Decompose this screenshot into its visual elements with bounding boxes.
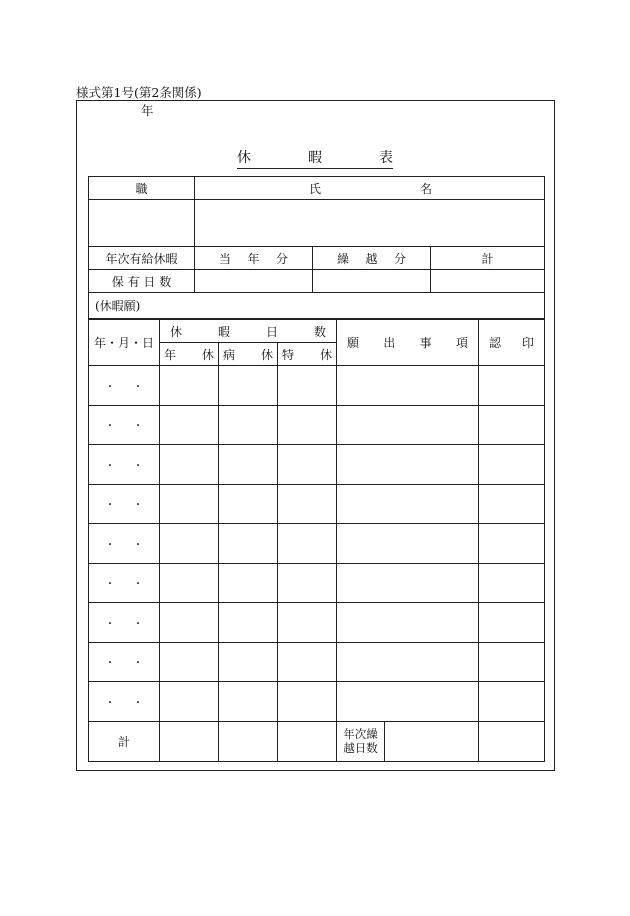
- title-char: 暇: [308, 150, 322, 166]
- sick-leave-cell[interactable]: [219, 563, 278, 603]
- table-row: [89, 405, 545, 445]
- special-leave-cell[interactable]: [278, 524, 337, 564]
- request-items-header: [337, 320, 479, 366]
- date-dot: ・: [105, 618, 115, 630]
- sick-leave-header: [219, 343, 278, 366]
- sick-leave-cell[interactable]: [219, 642, 278, 682]
- date-cell[interactable]: [89, 405, 160, 445]
- date-cell[interactable]: [89, 682, 160, 722]
- total-field[interactable]: [431, 270, 545, 293]
- year-label: 年: [141, 103, 154, 118]
- table-row: [89, 445, 545, 485]
- date-dot: ・: [105, 460, 115, 472]
- annual-leave-label: 年次有給休暇: [89, 247, 195, 270]
- date-dot: ・: [133, 579, 143, 591]
- date-cell[interactable]: [89, 603, 160, 643]
- special-leave-char: 休: [320, 347, 333, 362]
- special-leave-cell[interactable]: [278, 366, 337, 406]
- sick-leave-char: 休: [260, 347, 273, 362]
- sick-leave-cell[interactable]: [219, 524, 278, 564]
- title-char: 休: [237, 150, 251, 166]
- date-dot: ・: [133, 618, 143, 630]
- annual-leave-header: [160, 343, 219, 366]
- carryover-days-label-line: 年次繰: [343, 727, 378, 741]
- annual-leave-cell[interactable]: [160, 682, 219, 722]
- carryover-char: 越: [365, 251, 378, 266]
- annual-leave-cell[interactable]: [160, 484, 219, 524]
- sick-leave-cell[interactable]: [219, 603, 278, 643]
- date-cell[interactable]: [89, 642, 160, 682]
- annual-leave-char: 休: [201, 347, 214, 362]
- special-leave-cell[interactable]: [278, 445, 337, 485]
- leave-days-char: 数: [314, 324, 327, 339]
- date-cell[interactable]: [89, 524, 160, 564]
- date-dot: ・: [133, 460, 143, 472]
- approval-cell[interactable]: [479, 682, 545, 722]
- table-row: [89, 563, 545, 603]
- sick-leave-cell[interactable]: [219, 682, 278, 722]
- date-dot: ・: [105, 579, 115, 591]
- date-dot: ・: [105, 381, 115, 393]
- current-year-char: 当: [219, 251, 232, 266]
- approval-cell[interactable]: [479, 484, 545, 524]
- totals-row: [89, 721, 545, 761]
- annual-leave-cell[interactable]: [160, 445, 219, 485]
- table-row: [89, 642, 545, 682]
- approval-header: [479, 320, 545, 366]
- sick-leave-total-cell[interactable]: [219, 721, 278, 761]
- annual-leave-cell[interactable]: [160, 642, 219, 682]
- carryover-header: [313, 247, 431, 270]
- name-header: [195, 177, 545, 200]
- current-year-header: [195, 247, 313, 270]
- table-row: [89, 484, 545, 524]
- date-dot: ・: [133, 697, 143, 709]
- date-cell[interactable]: [89, 366, 160, 406]
- annual-leave-total-cell[interactable]: [160, 721, 219, 761]
- total-row-label: 計: [89, 721, 160, 761]
- date-cell[interactable]: [89, 563, 160, 603]
- special-leave-cell[interactable]: [278, 642, 337, 682]
- date-dot: ・: [105, 658, 115, 670]
- leave-days-char: 日: [266, 324, 279, 339]
- annual-leave-cell[interactable]: [160, 366, 219, 406]
- request-items-char: 項: [456, 336, 469, 350]
- leave-request-table: [88, 319, 545, 762]
- sick-leave-cell[interactable]: [219, 366, 278, 406]
- request-items-cell[interactable]: [337, 366, 479, 406]
- approval-cell[interactable]: [479, 642, 545, 682]
- carryover-days-label-line: 越日数: [343, 741, 378, 755]
- approval-cell[interactable]: [479, 524, 545, 564]
- current-year-field[interactable]: [195, 270, 313, 293]
- form-title: [237, 147, 393, 169]
- approval-cell[interactable]: [479, 405, 545, 445]
- sick-leave-cell[interactable]: [219, 484, 278, 524]
- special-leave-cell[interactable]: [278, 603, 337, 643]
- name-header-char: 氏: [309, 181, 322, 196]
- position-field[interactable]: [89, 200, 195, 247]
- date-dot: ・: [133, 381, 143, 393]
- special-leave-cell[interactable]: [278, 484, 337, 524]
- date-dot: ・: [105, 421, 115, 433]
- table-row: [89, 524, 545, 564]
- leave-request-section-label: (休暇願): [89, 293, 545, 319]
- sick-leave-cell[interactable]: [219, 405, 278, 445]
- request-items-char: 出: [383, 336, 396, 350]
- approval-cell[interactable]: [479, 603, 545, 643]
- date-dot: ・: [133, 539, 143, 551]
- approval-cell[interactable]: [479, 563, 545, 603]
- leave-days-header: [160, 320, 337, 343]
- carryover-char: 繰: [337, 251, 350, 266]
- title-char: 表: [379, 150, 393, 166]
- annual-leave-char: 年: [164, 347, 177, 362]
- total-header: 計: [431, 247, 545, 270]
- sick-leave-cell[interactable]: [219, 445, 278, 485]
- table-row: [89, 682, 545, 722]
- annual-leave-cell[interactable]: [160, 524, 219, 564]
- request-items-char: 願: [347, 336, 360, 350]
- approval-char: 認: [489, 336, 502, 350]
- holdings-label: 保 有 日 数: [89, 270, 195, 293]
- carryover-days-cell: [337, 721, 479, 761]
- name-header-char: 名: [420, 181, 433, 196]
- name-field[interactable]: [195, 200, 545, 247]
- carryover-days-label: [337, 722, 385, 761]
- employee-table: [88, 176, 545, 319]
- carryover-field[interactable]: [313, 270, 431, 293]
- date-dot: ・: [105, 697, 115, 709]
- date-cell[interactable]: [89, 445, 160, 485]
- approval-cell[interactable]: [479, 366, 545, 406]
- request-items-cell[interactable]: [337, 682, 479, 722]
- request-items-cell[interactable]: [337, 563, 479, 603]
- form-number-label: 様式第1号(第2条関係): [76, 85, 202, 100]
- current-year-char: 分: [275, 251, 288, 266]
- approval-total-cell[interactable]: [479, 721, 545, 761]
- date-dot: ・: [133, 500, 143, 512]
- date-header: 年・月・日: [89, 320, 160, 366]
- annual-leave-cell[interactable]: [160, 563, 219, 603]
- request-items-cell[interactable]: [337, 524, 479, 564]
- special-leave-cell[interactable]: [278, 682, 337, 722]
- request-items-cell[interactable]: [337, 603, 479, 643]
- approval-char: 印: [522, 336, 535, 350]
- annual-leave-cell[interactable]: [160, 405, 219, 445]
- approval-cell[interactable]: [479, 445, 545, 485]
- date-cell[interactable]: [89, 484, 160, 524]
- special-leave-cell[interactable]: [278, 405, 337, 445]
- date-dot: ・: [105, 500, 115, 512]
- carryover-char: 分: [393, 251, 406, 266]
- sick-leave-char: 病: [223, 347, 236, 362]
- special-leave-cell[interactable]: [278, 563, 337, 603]
- special-leave-total-cell[interactable]: [278, 721, 337, 761]
- leave-days-char: 休: [170, 324, 183, 339]
- current-year-char: 年: [247, 251, 260, 266]
- carryover-days-field[interactable]: [385, 722, 478, 761]
- request-items-cell[interactable]: [337, 445, 479, 485]
- special-leave-header: [278, 343, 337, 366]
- special-leave-char: 特: [282, 347, 295, 362]
- date-dot: ・: [105, 539, 115, 551]
- position-header: 職: [89, 177, 195, 200]
- annual-leave-cell[interactable]: [160, 603, 219, 643]
- date-dot: ・: [133, 658, 143, 670]
- request-items-cell[interactable]: [337, 405, 479, 445]
- table-row: [89, 366, 545, 406]
- request-items-cell[interactable]: [337, 484, 479, 524]
- request-items-cell[interactable]: [337, 642, 479, 682]
- table-row: [89, 603, 545, 643]
- date-dot: ・: [133, 421, 143, 433]
- request-items-char: 事: [419, 336, 432, 350]
- leave-days-char: 暇: [218, 324, 231, 339]
